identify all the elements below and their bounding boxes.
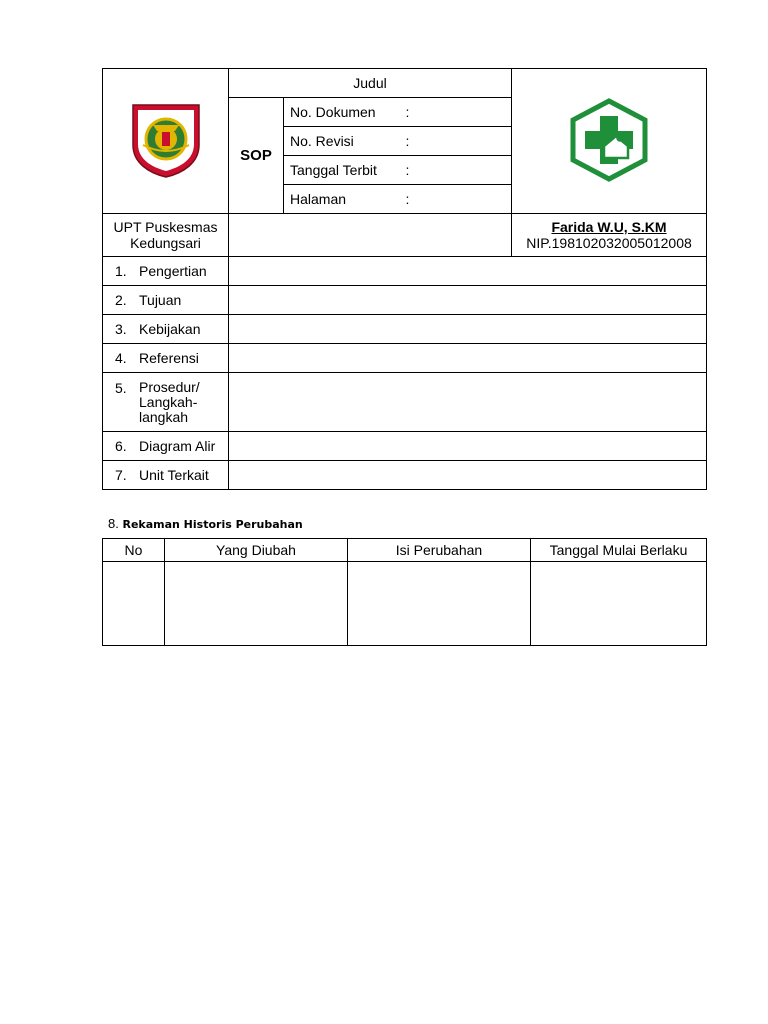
item-related-unit bbox=[103, 461, 229, 490]
history-cell[interactable] bbox=[531, 562, 707, 646]
item-reference bbox=[103, 344, 229, 373]
sop-label: SOP bbox=[229, 98, 284, 214]
item-purpose bbox=[103, 286, 229, 315]
item-number: 4. bbox=[115, 350, 127, 366]
item-label: Pengertian bbox=[139, 263, 207, 279]
history-table bbox=[102, 538, 707, 646]
organization-line-1: UPT Puskesmas bbox=[113, 219, 218, 235]
history-col-content: Isi Perubahan bbox=[348, 539, 531, 562]
item-policy bbox=[103, 315, 229, 344]
item-number: 3. bbox=[115, 321, 127, 337]
meta-label-document-number: No. Dokumen bbox=[284, 98, 402, 127]
history-cell[interactable] bbox=[348, 562, 531, 646]
signer-nip: NIP.198102032005012008 bbox=[526, 235, 692, 251]
item-content-cell[interactable] bbox=[229, 286, 707, 315]
history-col-changed: Yang Diubah bbox=[165, 539, 348, 562]
item-label: Kebijakan bbox=[139, 321, 201, 337]
item-label: Unit Terkait bbox=[139, 467, 209, 483]
signer-block bbox=[512, 214, 707, 257]
history-section-heading bbox=[108, 516, 303, 531]
item-number: 1. bbox=[115, 263, 127, 279]
regional-seal-icon bbox=[129, 101, 203, 179]
org-blank-cell bbox=[229, 214, 512, 257]
item-flow-diagram bbox=[103, 432, 229, 461]
signer-name: Farida W.U, S.KM bbox=[551, 219, 667, 235]
item-label: Prosedur/ Langkah- langkah bbox=[139, 378, 200, 425]
meta-value-document-number: : bbox=[402, 98, 512, 127]
item-content-cell[interactable] bbox=[229, 344, 707, 373]
item-procedure bbox=[103, 373, 229, 432]
meta-value-issue-date: : bbox=[402, 156, 512, 185]
sop-header-table bbox=[102, 68, 707, 490]
item-number: 7. bbox=[115, 467, 127, 483]
item-label: Tujuan bbox=[139, 292, 182, 308]
item-content-cell[interactable] bbox=[229, 373, 707, 432]
history-col-no: No bbox=[103, 539, 165, 562]
item-content-cell[interactable] bbox=[229, 315, 707, 344]
item-number: 6. bbox=[115, 438, 127, 454]
item-number: 5. bbox=[115, 379, 127, 396]
title-label: Judul bbox=[229, 69, 512, 98]
item-content-cell[interactable] bbox=[229, 432, 707, 461]
item-label: Diagram Alir bbox=[139, 438, 216, 454]
meta-label-issue-date: Tanggal Terbit bbox=[284, 156, 402, 185]
history-number: 8. bbox=[108, 516, 119, 531]
history-cell[interactable] bbox=[103, 562, 165, 646]
meta-value-revision: : bbox=[402, 127, 512, 156]
organization-name bbox=[103, 214, 229, 257]
kemenkes-logo-icon bbox=[568, 98, 650, 182]
history-title: Rekaman Historis Perubahan bbox=[122, 518, 303, 531]
history-cell[interactable] bbox=[165, 562, 348, 646]
item-definition bbox=[103, 257, 229, 286]
health-logo-cell bbox=[512, 69, 707, 214]
item-content-cell[interactable] bbox=[229, 257, 707, 286]
meta-label-revision: No. Revisi bbox=[284, 127, 402, 156]
meta-value-page: : bbox=[402, 185, 512, 214]
item-number: 2. bbox=[115, 292, 127, 308]
organization-line-2: Kedungsari bbox=[130, 235, 201, 251]
history-col-effective-date: Tanggal Mulai Berlaku bbox=[531, 539, 707, 562]
regional-seal-logo-cell bbox=[103, 69, 229, 214]
item-label: Referensi bbox=[139, 350, 199, 366]
meta-label-page: Halaman bbox=[284, 185, 402, 214]
item-content-cell[interactable] bbox=[229, 461, 707, 490]
